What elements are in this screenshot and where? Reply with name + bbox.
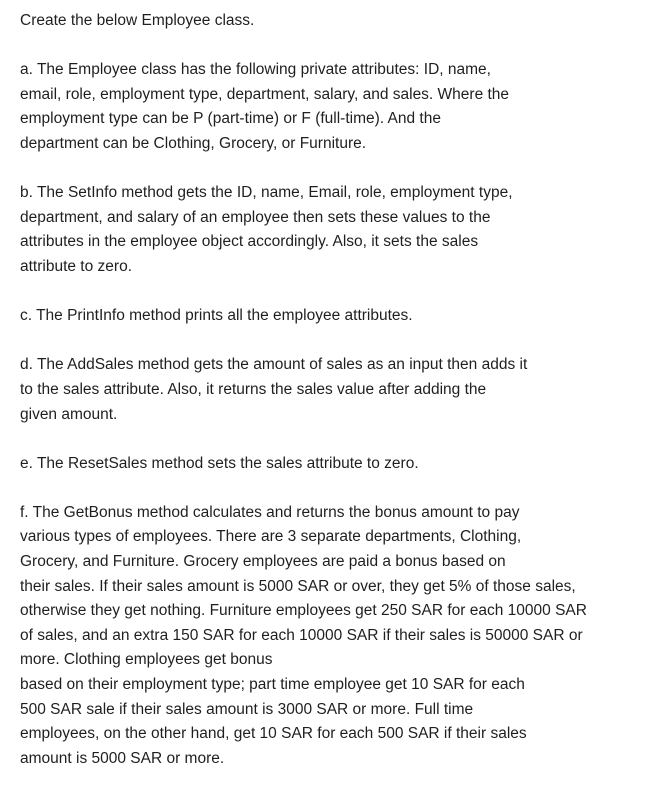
paragraph-f <box>20 501 660 772</box>
text-line: various types of employees. There are 3 separate departments, Clothing, <box>20 528 522 546</box>
text-line: department can be Clothing, Grocery, or Furniture. <box>20 134 367 152</box>
text-line: email, role, employment type, department, salary, and sales. Where the <box>20 85 510 103</box>
text-line: e. The ResetSales method sets the sales attribute to zero. <box>20 454 419 472</box>
text-line: attributes in the employee object accordingly. Also, it sets the sales <box>20 233 479 251</box>
text-line: based on their employment type; part time employee get 10 SAR for each <box>20 676 525 694</box>
text-line: f. The GetBonus method calculates and returns the bonus amount to pay <box>20 503 520 521</box>
text-line: d. The AddSales method gets the amount of sales as an input then adds it <box>20 356 528 374</box>
text-line: given amount. <box>20 405 118 423</box>
text-line: Grocery, and Furniture. Grocery employees are paid a bonus based on <box>20 553 506 571</box>
intro-paragraph <box>20 9 660 34</box>
paragraph-e <box>20 452 660 477</box>
text-line: 500 SAR sale if their sales amount is 3000 SAR or more. Full time <box>20 700 474 718</box>
text-line: otherwise they get nothing. Furniture employees get 250 SAR for each 10000 SAR <box>20 602 587 620</box>
paragraph-a <box>20 58 660 156</box>
text-line: to the sales attribute. Also, it returns the sales value after adding the <box>20 380 487 398</box>
text-line: employees, on the other hand, get 10 SAR for each 500 SAR if their sales <box>20 725 527 743</box>
text-line: department, and salary of an employee then sets these values to the <box>20 208 491 226</box>
paragraph-c <box>20 304 660 329</box>
text-line: their sales. If their sales amount is 5000 SAR or over, they get 5% of those sales, <box>20 577 576 595</box>
text-line: amount is 5000 SAR or more. <box>20 749 225 767</box>
paragraph-b <box>20 181 660 279</box>
document-body <box>20 9 660 771</box>
text-line: more. Clothing employees get bonus <box>20 651 273 669</box>
text-line: of sales, and an extra 150 SAR for each 10000 SAR if their sales is 50000 SAR or <box>20 626 583 644</box>
text-line: Create the below Employee class. <box>20 12 255 29</box>
text-line: employment type can be P (part-time) or F (full-time). And the <box>20 110 441 128</box>
text-line: attribute to zero. <box>20 257 133 275</box>
text-line: b. The SetInfo method gets the ID, name, Email, role, employment type, <box>20 184 513 202</box>
text-line: a. The Employee class has the following private attributes: ID, name, <box>20 61 491 79</box>
paragraph-d <box>20 353 660 427</box>
text-line: c. The PrintInfo method prints all the employee attributes. <box>20 307 413 325</box>
